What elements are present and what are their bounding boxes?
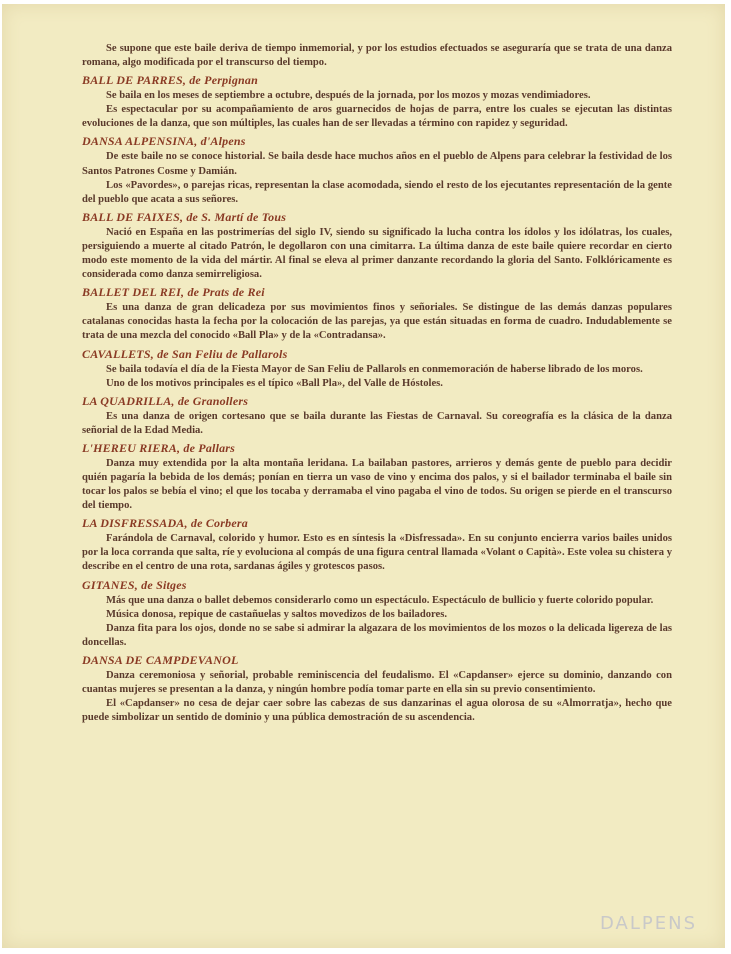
section-paragraph: Danza fita para los ojos, donde no se sabe si admirar la algazara de los movimientos de los mozos o la delicada ligereza de las doncellas. [82, 622, 672, 648]
section-title: BALL DE FAIXES, [82, 209, 184, 224]
section-paragraph: Danza ceremoniosa y señorial, probable reminiscencia del feudalismo. El «Capdanser» ejerce su dominio, danzando con cuantas mujeres se presentan a la danza, y ningún hombre podía tomar parte en ella sin su previo consentimiento. [82, 669, 672, 695]
dance-section [82, 134, 672, 206]
dance-section [82, 578, 672, 650]
section-heading [82, 73, 672, 87]
section-heading [82, 394, 672, 408]
section-heading [82, 134, 672, 148]
section-title: LA DISFRESSADA, [82, 516, 188, 531]
section-paragraph: El «Capdanser» no cesa de dejar caer sobre las cabezas de sus danzarinas el agua olorosa de su «Almorratja», hecho que puede simbolizar un sentido de dominio y una pública demostración de su ascendencia. [82, 698, 672, 724]
section-paragraph: Se baila en los meses de septiembre a octubre, después de la jornada, por los mozos y mozas vendimiadores. [106, 90, 591, 102]
section-title: L'HEREU RIERA, [82, 440, 181, 455]
section-paragraph: Música donosa, repique de castañuelas y saltos movedizos de los bailadores. [106, 608, 447, 620]
section-heading [82, 285, 672, 299]
section-place: de Prats de Rei [187, 285, 265, 300]
section-paragraph: Uno de los motivos principales es el típico «Ball Pla», del Valle de Hóstoles. [106, 377, 443, 389]
section-heading [82, 210, 672, 224]
section-paragraph: Los «Pavordes», o parejas ricas, representan la clase acomodada, siendo el resto de los ejecutantes representación de la gente del pueblo que acata a sus señores. [82, 179, 672, 205]
section-title: CAVALLETS, [82, 346, 154, 361]
section-paragraph: Más que una danza o ballet debemos considerarlo como un espectáculo. Espectáculo de bullicio y fuerte colorido popular. [106, 594, 654, 606]
section-heading [82, 653, 672, 667]
dance-section [82, 285, 672, 343]
section-place: de Pallars [183, 440, 236, 455]
section-title: DANSA ALPENSINA, [82, 134, 198, 149]
section-heading [82, 347, 672, 361]
section-paragraph: Es una danza de gran delicadeza por sus movimientos finos y señoriales. Se distingue de las demás danzas populares catalanas conocidas hasta la fecha por la colocación de las parejas, ya que están situadas en forma de cuadro. Indudablemente se trata de una mezcla del conocido «Ball Pla» y de la «Contradansa». [82, 302, 672, 342]
section-place: de Sitges [141, 577, 187, 592]
dance-section [82, 653, 672, 725]
section-place: de S. Martí de Tous [186, 209, 287, 224]
section-paragraph: Nació en España en las postrimerías del siglo IV, siendo su significado la lucha contra los ídolos y los idólatras, los cuales, persiguiendo a muerte al citado Patrón, le degollaron con una cimitarra. La última danza de este baile quiere recordar en cierto modo este momento de la vida del mártir. Al final se eleva al primer danzante recordando la gloria del Santo. Folklóricamente es considerada como danza semirreligiosa. [82, 226, 672, 281]
dance-section [82, 73, 672, 131]
section-place: de Corbera [190, 516, 248, 531]
section-heading [82, 578, 672, 592]
section-title: DANSA DE CAMPDEVANOL [82, 652, 239, 667]
document-body [82, 42, 672, 725]
dance-section [82, 516, 672, 574]
section-paragraph: Es espectacular por su acompañamiento de aros guarnecidos de hojas de parra, entre los cuales se ejecutan las distintas evoluciones de la danza, que son múltiples, las cuales han de ser llevadas a término con rapidez y seguridad. [82, 104, 672, 130]
sections-container [82, 73, 672, 725]
section-heading [82, 516, 672, 530]
watermark-logo: DALPENS [599, 913, 697, 934]
section-paragraph: Farándola de Carnaval, colorido y humor. Esto es en síntesis la «Disfressada». En su conjunto encierra varios bailes unidos por la loca corranda que salta, ríe y evoluciona al compás de una figura central llamada «Volant o Capità». Este volea su chistera y describe en el centro de una rota, sardanas ágiles y grotescos pasos. [82, 533, 673, 573]
section-title: BALL DE PARRES, [82, 73, 187, 88]
section-place: de San Feliu de Pallarols [157, 346, 288, 361]
dance-section [82, 210, 672, 282]
section-paragraph: Es una danza de origen cortesano que se baila durante las Fiestas de Carnaval. Su coreografía es la clásica de la danza señorial de la Edad Media. [82, 410, 672, 436]
dance-section [82, 394, 672, 438]
section-heading [82, 441, 672, 455]
section-title: GITANES, [82, 577, 138, 592]
section-paragraph: De este baile no se conoce historial. Se baila desde hace muchos años en el pueblo de Alpens para celebrar la festividad de los Santos Patrones Cosme y Damián. [82, 151, 672, 177]
section-title: LA QUADRILLA, [82, 393, 175, 408]
section-place: d'Alpens [200, 134, 246, 149]
dance-section [82, 441, 672, 513]
intro-paragraph: Se supone que este baile deriva de tiempo inmemorial, y por los estudios efectuados se aseguraría que se trata de una danza romana, algo modificada por el transcurso del tiempo. [82, 43, 672, 69]
document-page [2, 4, 725, 948]
section-paragraph: Se baila todavía el día de la Fiesta Mayor de San Feliu de Pallarols en conmemoración de haberse librado de los moros. [106, 363, 643, 375]
dance-section [82, 347, 672, 391]
section-place: de Perpignan [189, 73, 258, 88]
section-title: BALLET DEL REI, [82, 285, 185, 300]
section-place: de Granollers [177, 393, 249, 408]
section-paragraph: Danza muy extendida por la alta montaña leridana. La bailaban pastores, arrieros y demás gente de pueblo para decidir quién pagaría la bebida de los demás; ponían en tierra un vaso de vino y encima dos palos, y si el bailador terminaba el baile sin tocar los palos se bebía el vino; el que los tocaba y derramaba el vino pagaba el vino de todos. Su origen se pierde en el transcurso del tiempo. [82, 457, 672, 512]
